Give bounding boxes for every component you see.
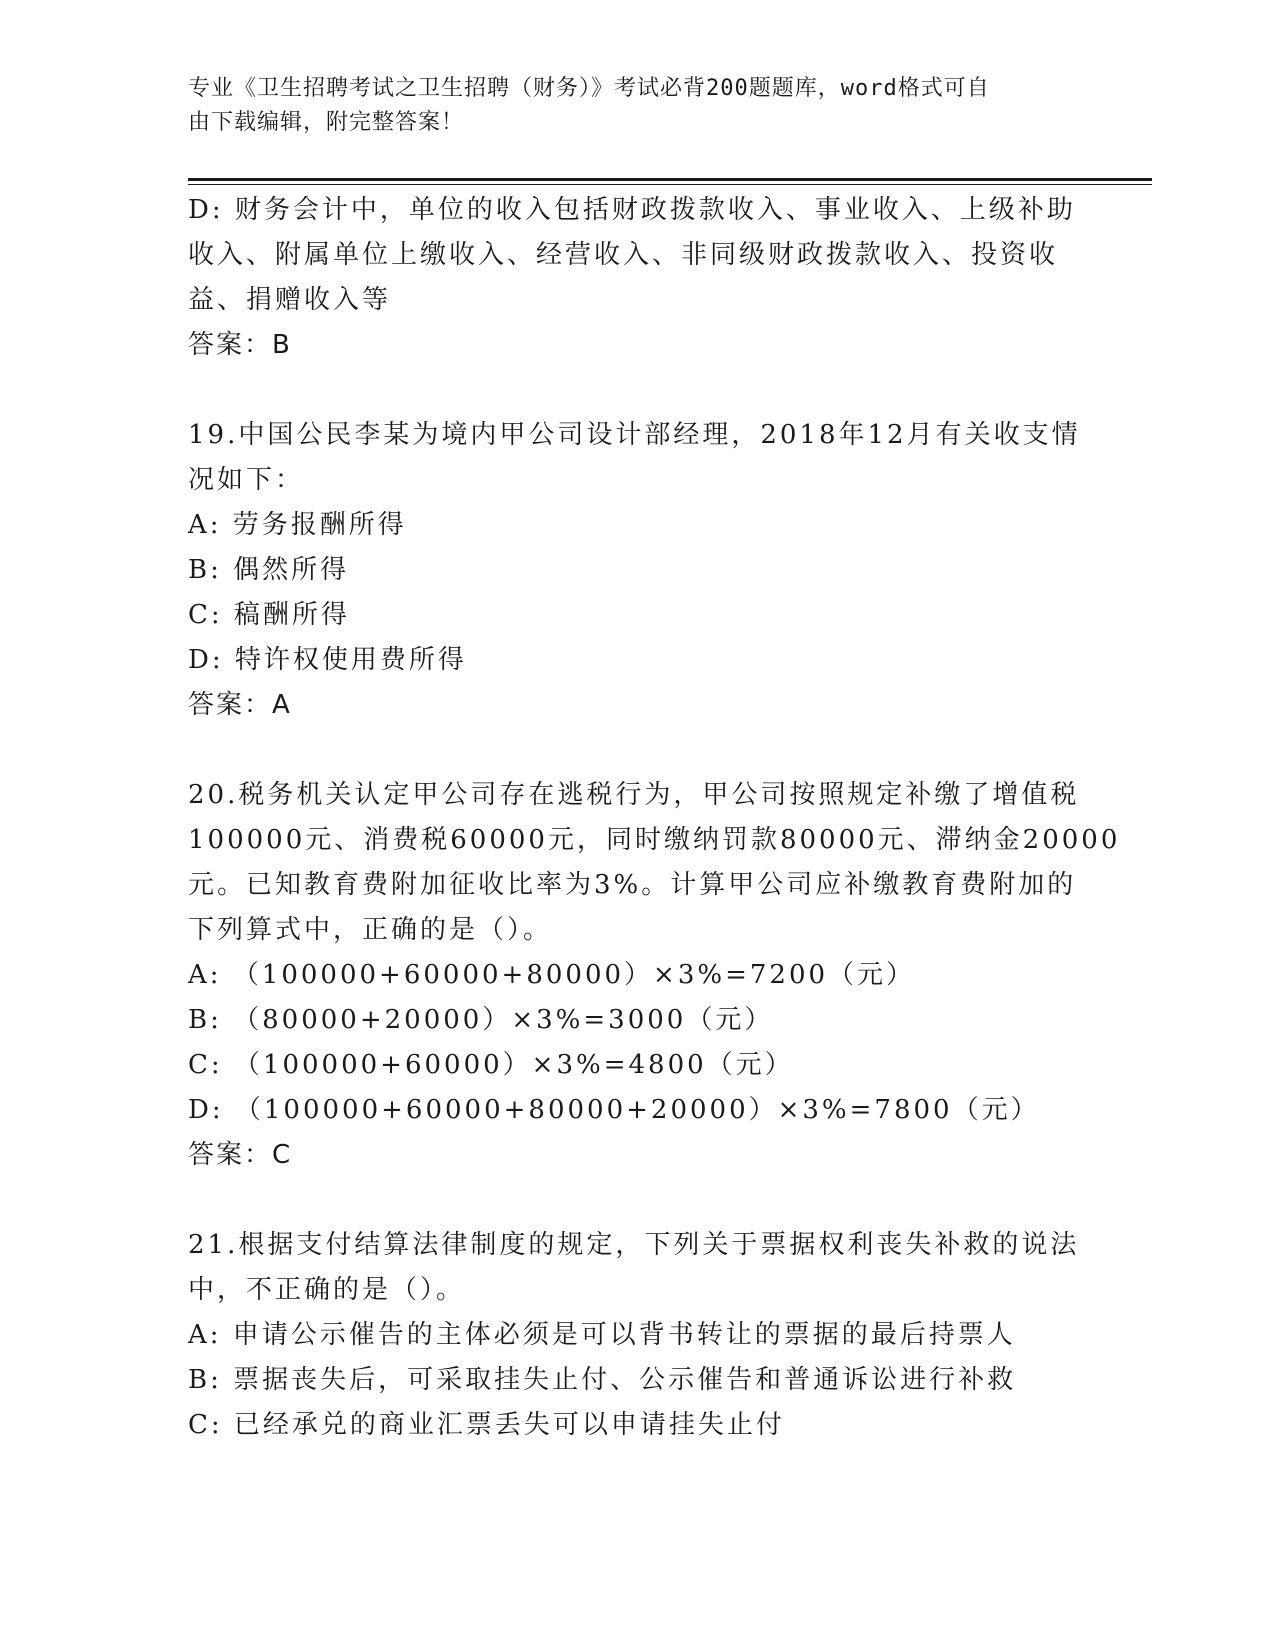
option-d: D: （100000+60000+80000+20000）×3%=7800（元） xyxy=(188,1095,1040,1125)
question-20 xyxy=(188,773,1121,1178)
spacer xyxy=(188,368,1088,413)
option-c: C: 已经承兑的商业汇票丢失可以申请挂失止付 xyxy=(188,1410,785,1440)
answer-18: 答案：B xyxy=(188,330,292,360)
answer-20: 答案：C xyxy=(188,1140,293,1170)
question-stem-line: 下列算式中，正确的是（）。 xyxy=(188,915,553,945)
spacer xyxy=(188,1178,1088,1223)
option-c: C: 稿酬所得 xyxy=(188,600,350,630)
question-stem-line: 中，不正确的是（）。 xyxy=(188,1275,466,1305)
question-stem-line: 19.中国公民李某为境内甲公司设计部经理，2018年12月有关收支情 xyxy=(188,420,1081,450)
option-d-line-3: 益、捐赠收入等 xyxy=(188,285,392,315)
document-body xyxy=(188,188,1121,1448)
question-stem-line: 20.税务机关认定甲公司存在逃税行为，甲公司按照规定补缴了增值税 xyxy=(188,780,1080,810)
question-stem-line: 100000元、消费税60000元，同时缴纳罚款80000元、滞纳金20000 xyxy=(188,825,1121,855)
question-18 xyxy=(188,188,1088,368)
question-stem-line: 21.根据支付结算法律制度的规定，下列关于票据权利丧失补救的说法 xyxy=(188,1230,1080,1260)
option-a: A: （100000+60000+80000）×3%=7200（元） xyxy=(188,960,916,990)
question-21 xyxy=(188,1223,1088,1448)
question-19 xyxy=(188,413,1088,728)
option-c: C: （100000+60000）×3%=4800（元） xyxy=(188,1050,794,1080)
question-stem-line: 元。已知教育费附加征收比率为3%。计算甲公司应补缴教育费附加的 xyxy=(188,870,1077,900)
option-d-line-1: D: 财务会计中，单位的收入包括财政拨款收入、事业收入、上级补助 xyxy=(188,195,1076,225)
header-line-2: 由下载编辑，附完整答案！ xyxy=(188,110,465,135)
page-header xyxy=(188,72,1068,140)
option-d: D: 特许权使用费所得 xyxy=(188,645,467,675)
option-b: B: 偶然所得 xyxy=(188,555,350,585)
option-a: A: 申请公示催告的主体必须是可以背书转让的票据的最后持票人 xyxy=(188,1320,1016,1350)
question-stem-line: 况如下： xyxy=(188,465,305,495)
option-b: B: （80000+20000）×3%=3000（元） xyxy=(188,1005,774,1035)
option-a: A: 劳务报酬所得 xyxy=(188,510,407,540)
answer-19: 答案：A xyxy=(188,690,292,720)
header-line-1: 专业《卫生招聘考试之卫生招聘（财务）》考试必背200题题库，word格式可自 xyxy=(188,76,990,101)
header-divider-thick xyxy=(188,178,1152,181)
header-divider-thin xyxy=(188,184,1152,185)
option-b: B: 票据丧失后，可采取挂失止付、公示催告和普通诉讼进行补救 xyxy=(188,1365,1017,1395)
option-d-line-2: 收入、附属单位上缴收入、经营收入、非同级财政拨款收入、投资收 xyxy=(188,240,1059,270)
spacer xyxy=(188,728,1088,773)
